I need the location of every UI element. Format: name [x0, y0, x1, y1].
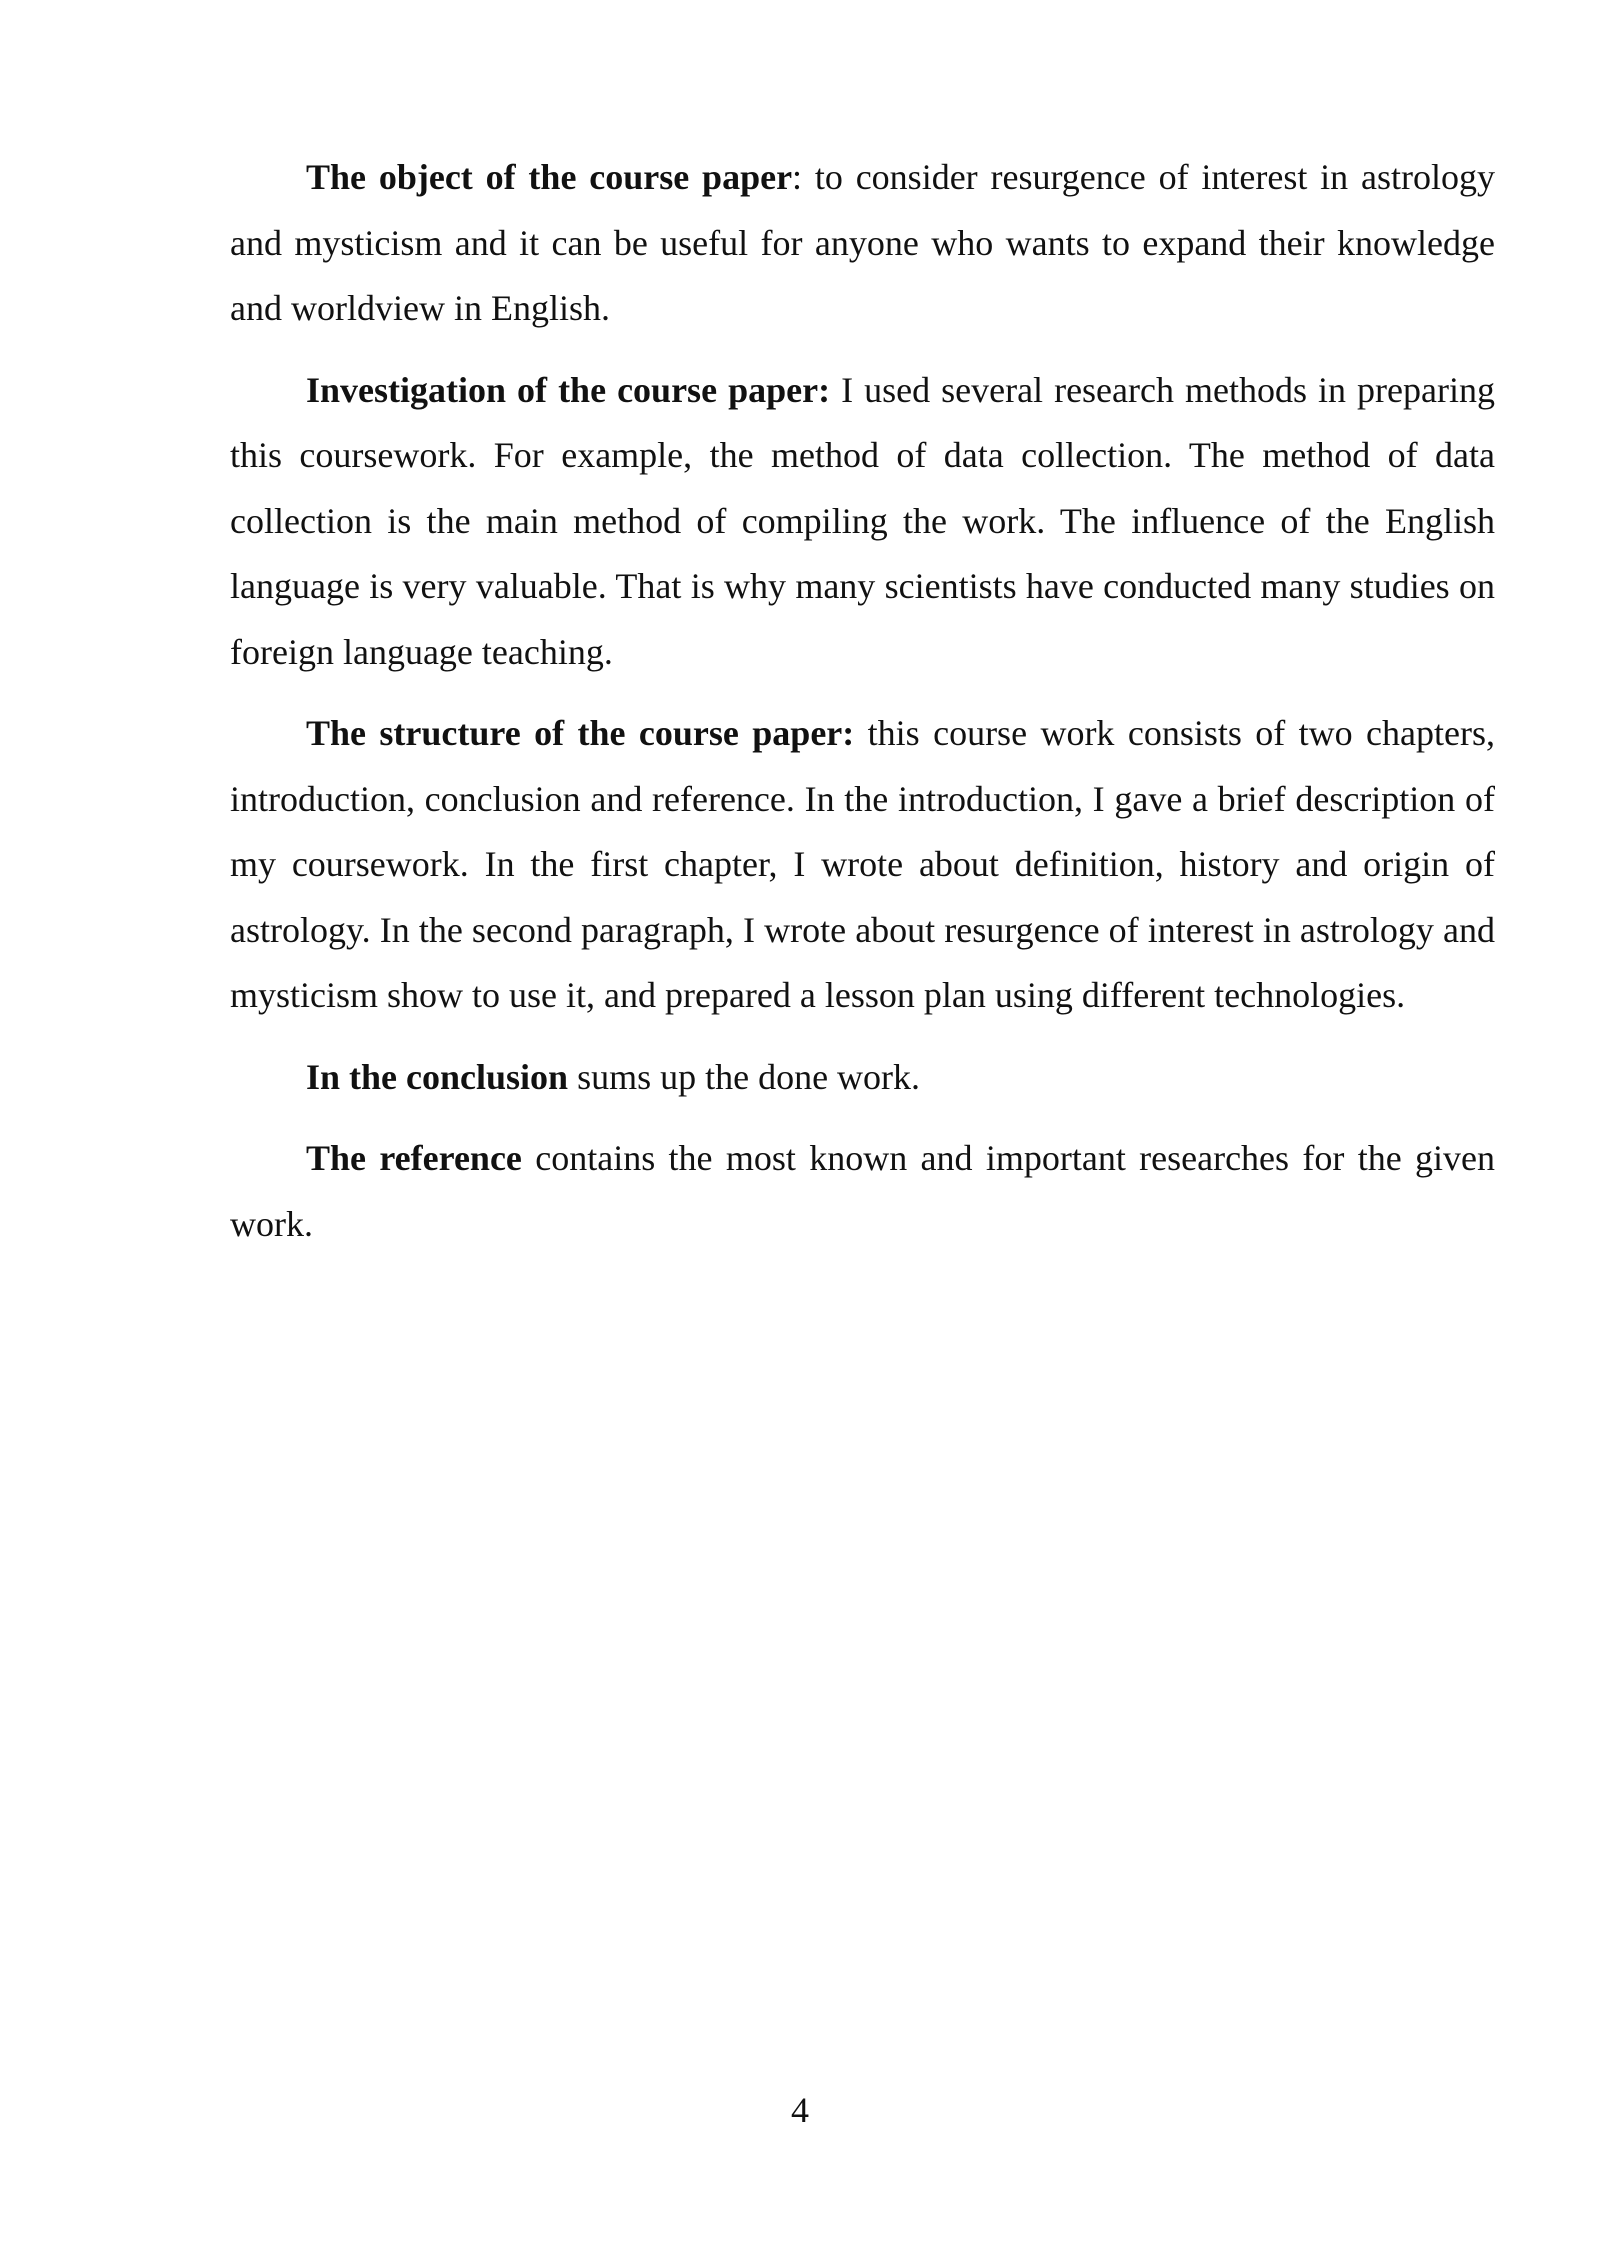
paragraph-conclusion-text: sums up the done work.: [568, 1056, 921, 1097]
page-number: 4: [791, 2090, 809, 2130]
paragraph-structure-heading: The structure of the course paper:: [306, 713, 855, 753]
paragraph-conclusion: [230, 1045, 1495, 1111]
paragraph-object-text: : to consider resurgence of interest in astrology and mysticism and it can be useful for anyone who wants to expand their knowledge and worldview in English.: [230, 157, 1495, 328]
paragraph-reference-heading: The reference: [306, 1138, 522, 1178]
paragraph-conclusion-heading: In the conclusion: [306, 1056, 569, 1097]
paragraph-object-heading: The object of the course paper: [306, 157, 793, 197]
paragraph-structure-text: this course work consists of two chapters, introduction, conclusion and reference. In the introduction, I gave a brief description of my coursework. In the first chapter, I wrote about definition, history and origin of astrology. In the second paragraph, I wrote about resurgence of interest in astrology and mysticism show to use it, and prepared a lesson plan using different technologies.: [230, 713, 1495, 1015]
paragraph-reference: [230, 1126, 1495, 1257]
paragraph-object: [230, 145, 1495, 342]
paragraph-reference-text: contains the most known and important researches for the given work.: [230, 1138, 1495, 1244]
paragraph-investigation-heading: Investigation of the course paper:: [306, 369, 831, 410]
page-body: [230, 145, 1495, 1273]
paragraph-investigation: [230, 358, 1495, 686]
paragraph-structure: [230, 701, 1495, 1029]
paragraph-investigation-text: I used several research methods in preparing this coursework. For example, the method of data collection. The method of data collection is the main method of compiling the work. The influence of the English language is very valuable. That is why many scientists have conducted many studies on foreign language teaching.: [230, 369, 1495, 672]
